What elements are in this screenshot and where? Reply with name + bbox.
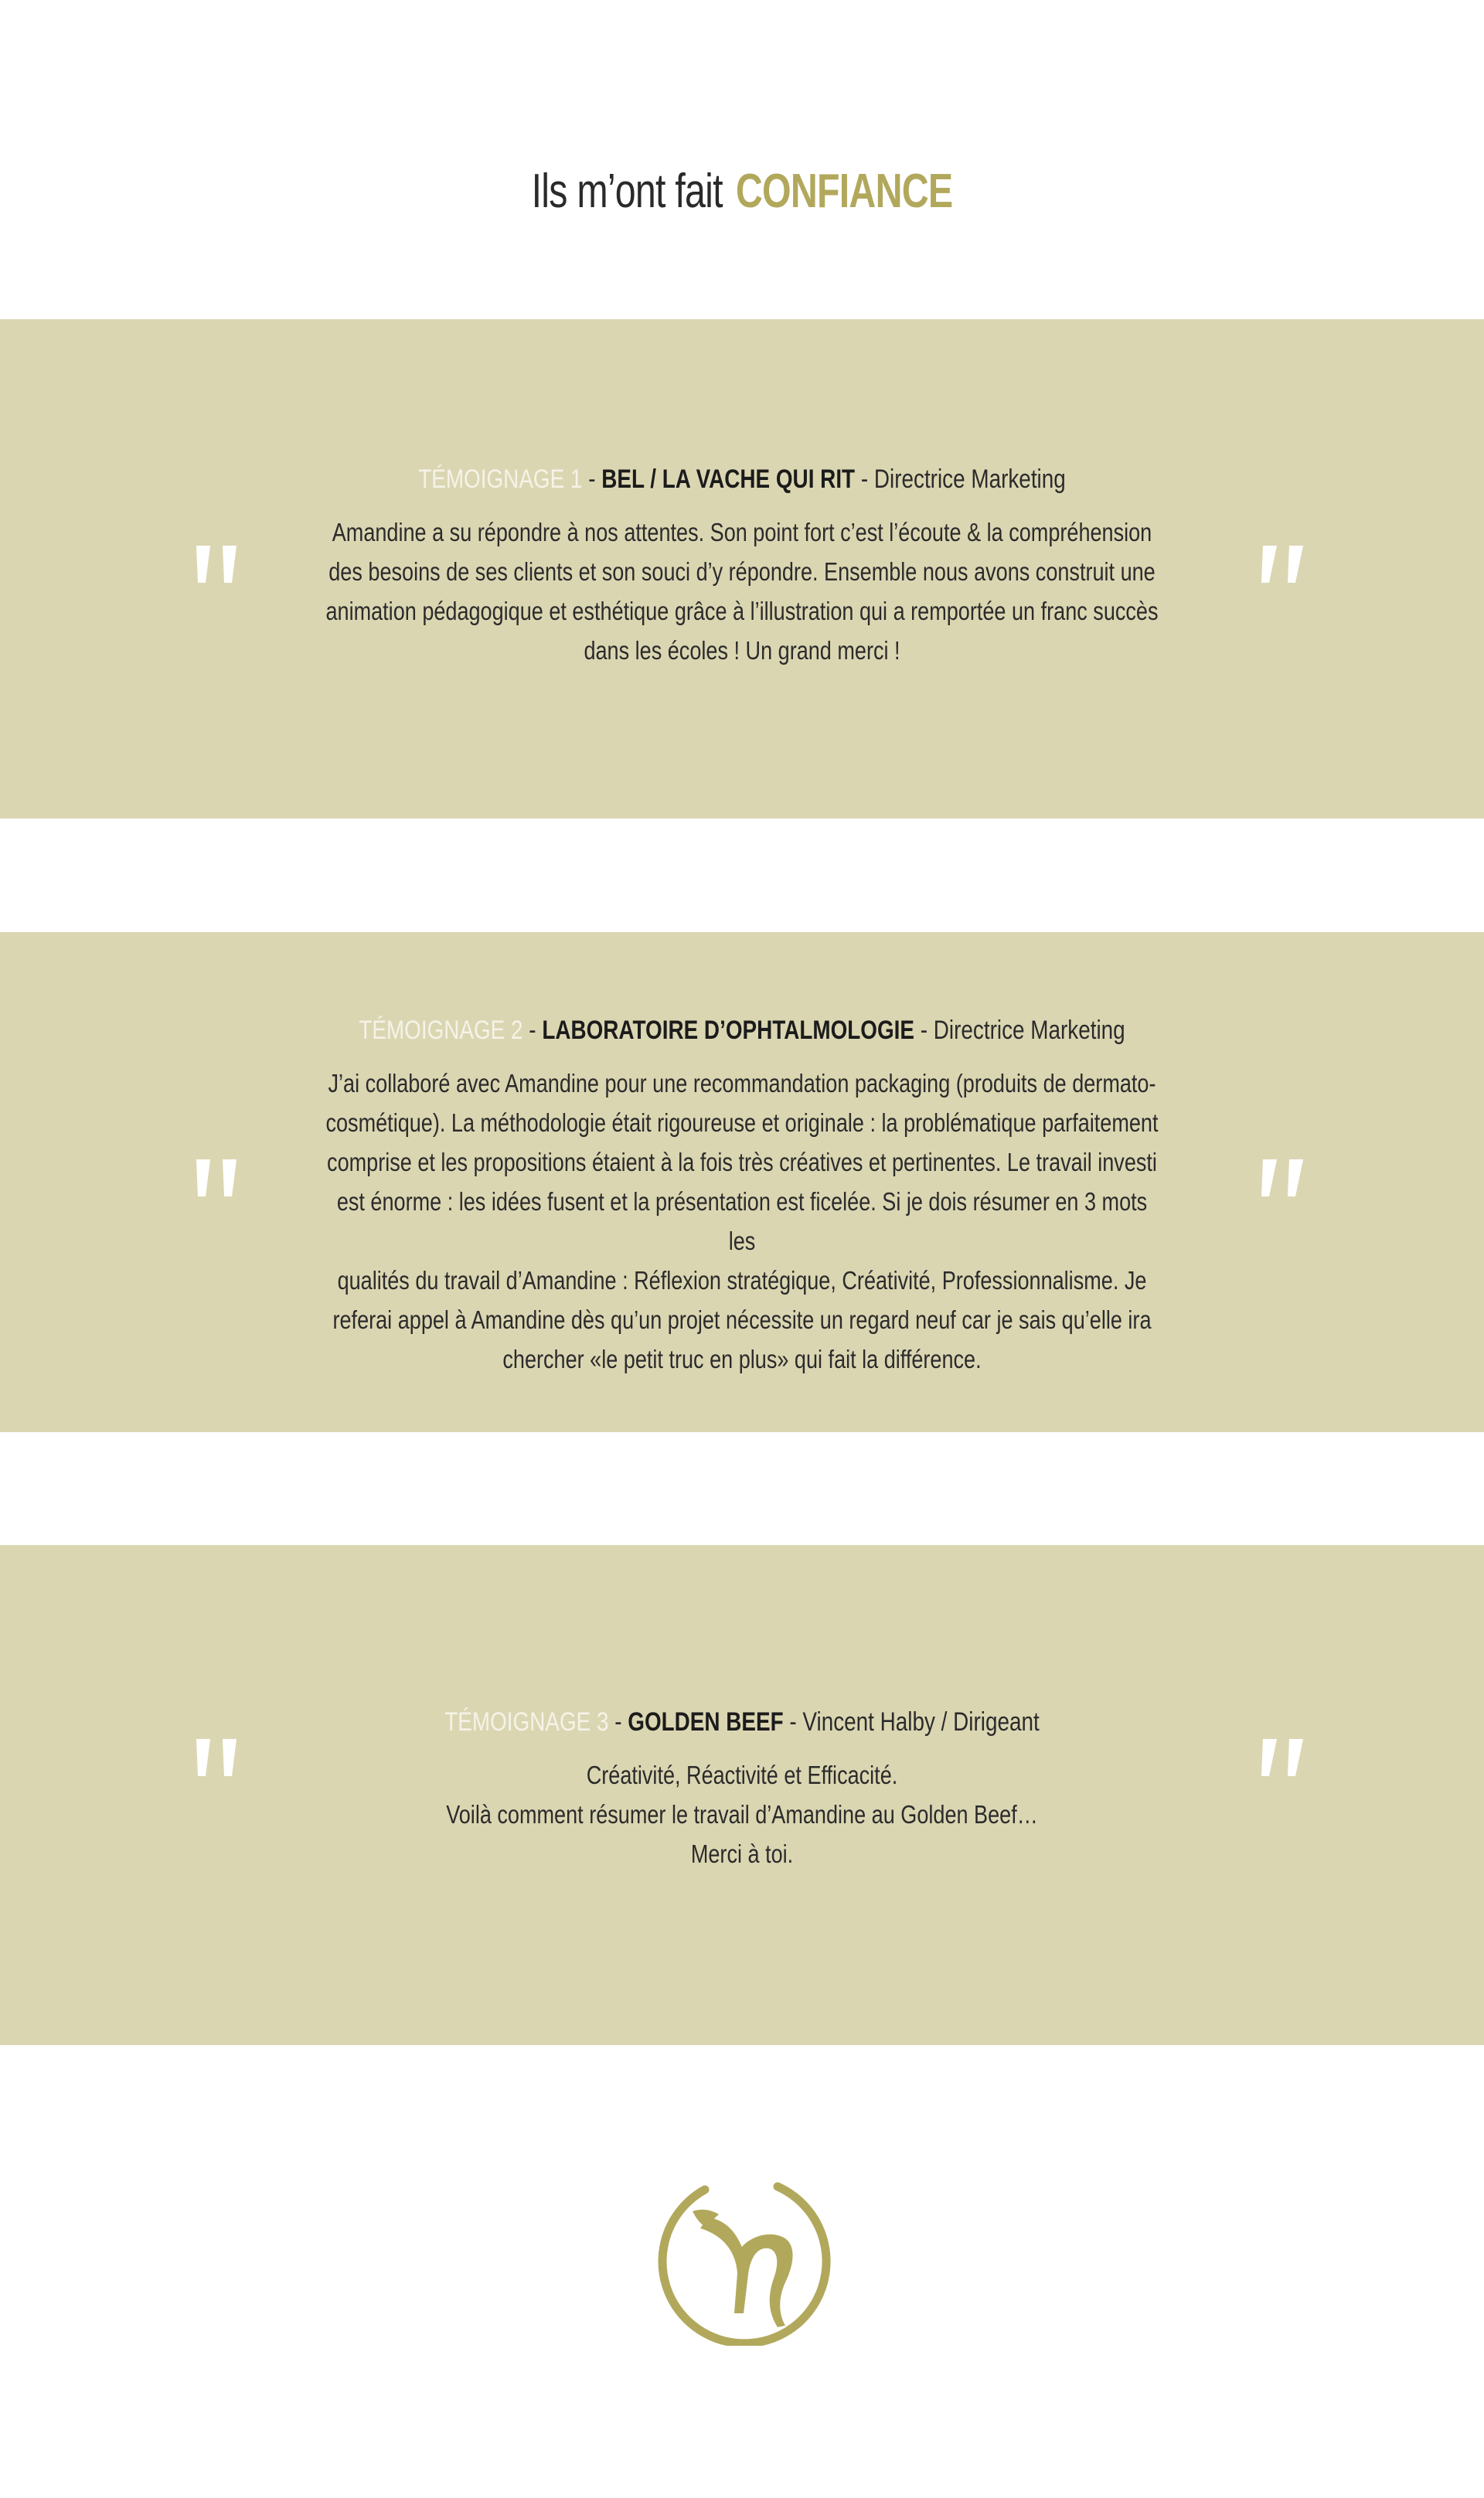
text-line: Amandine a su répondre à nos attentes. Son point fort c’est l’écoute & la compréhension <box>332 517 1152 546</box>
text-line: cosmétique). La méthodologie était rigoureuse et originale : la problématique parfaitement <box>325 1108 1159 1137</box>
text-line: Créativité, Réactivité et Efficacité. <box>586 1760 898 1789</box>
separator: - <box>914 1016 934 1045</box>
separator: - <box>522 1016 543 1045</box>
text-line: dans les écoles ! Un grand merci ! <box>584 635 900 665</box>
testimonial-text <box>324 1755 1160 1874</box>
text-line: referai appel à Amandine dès qu’un projet nécessite un regard neuf car je sais qu’elle ira <box>332 1305 1152 1334</box>
testimonial-company: LABORATOIRE D’OPHTALMOLOGIE <box>542 1016 915 1045</box>
text-line: des besoins de ses clients et son souci d’y répondre. Ensemble nous avons construit une <box>328 556 1156 586</box>
text-line: Merci à toi. <box>690 1839 794 1868</box>
testimonial-heading <box>134 1015 1350 1047</box>
separator: - <box>783 1707 803 1737</box>
testimonial-company: GOLDEN BEEF <box>628 1707 784 1737</box>
page-title-bold: CONFIANCE <box>735 164 953 218</box>
testimonial-number: TÉMOIGNAGE 1 <box>418 465 583 494</box>
testimonial-heading <box>134 464 1350 495</box>
testimonial-role: Vincent Halby / Dirigeant <box>802 1707 1040 1737</box>
testimonial-text <box>324 1064 1160 1379</box>
page-title <box>163 164 1321 218</box>
testimonial-company: BEL / LA VACHE QUI RIT <box>601 465 856 494</box>
testimonial-text <box>324 512 1160 670</box>
testimonial-number: TÉMOIGNAGE 2 <box>359 1016 523 1045</box>
text-line: animation pédagogique et esthétique grâce à l’illustration qui a remportée un franc succès <box>325 596 1159 625</box>
testimonial-role: Directrice Marketing <box>933 1016 1125 1045</box>
separator: - <box>608 1707 628 1737</box>
text-line: comprise et les propositions étaient à la fois très créatives et pertinentes. Le travail investi <box>327 1147 1157 1176</box>
testimonial-3 <box>0 1707 1484 1874</box>
text-line: est énorme : les idées fusent et la présentation est ficelée. Si je dois résumer en 3 mots les <box>336 1186 1148 1255</box>
text-line: J’ai collaboré avec Amandine pour une recommandation packaging (produits de dermato- <box>328 1068 1156 1098</box>
separator: - <box>855 465 874 494</box>
brand-logo <box>654 2166 833 2346</box>
page-title-light: Ils m’ont fait <box>531 164 723 218</box>
testimonial-number: TÉMOIGNAGE 3 <box>444 1707 609 1737</box>
separator: - <box>582 465 602 494</box>
testimonial-role: Directrice Marketing <box>873 465 1066 494</box>
text-line: qualités du travail d’Amandine : Réflexion stratégique, Créativité, Professionnalisme. Je <box>337 1265 1147 1295</box>
testimonial-2 <box>0 1015 1484 1379</box>
text-line: chercher «le petit truc en plus» qui fait la différence. <box>502 1344 982 1373</box>
testimonial-heading <box>134 1707 1350 1738</box>
text-line: Voilà comment résumer le travail d’Amandine au Golden Beef… <box>446 1799 1038 1829</box>
testimonial-1 <box>0 464 1484 670</box>
